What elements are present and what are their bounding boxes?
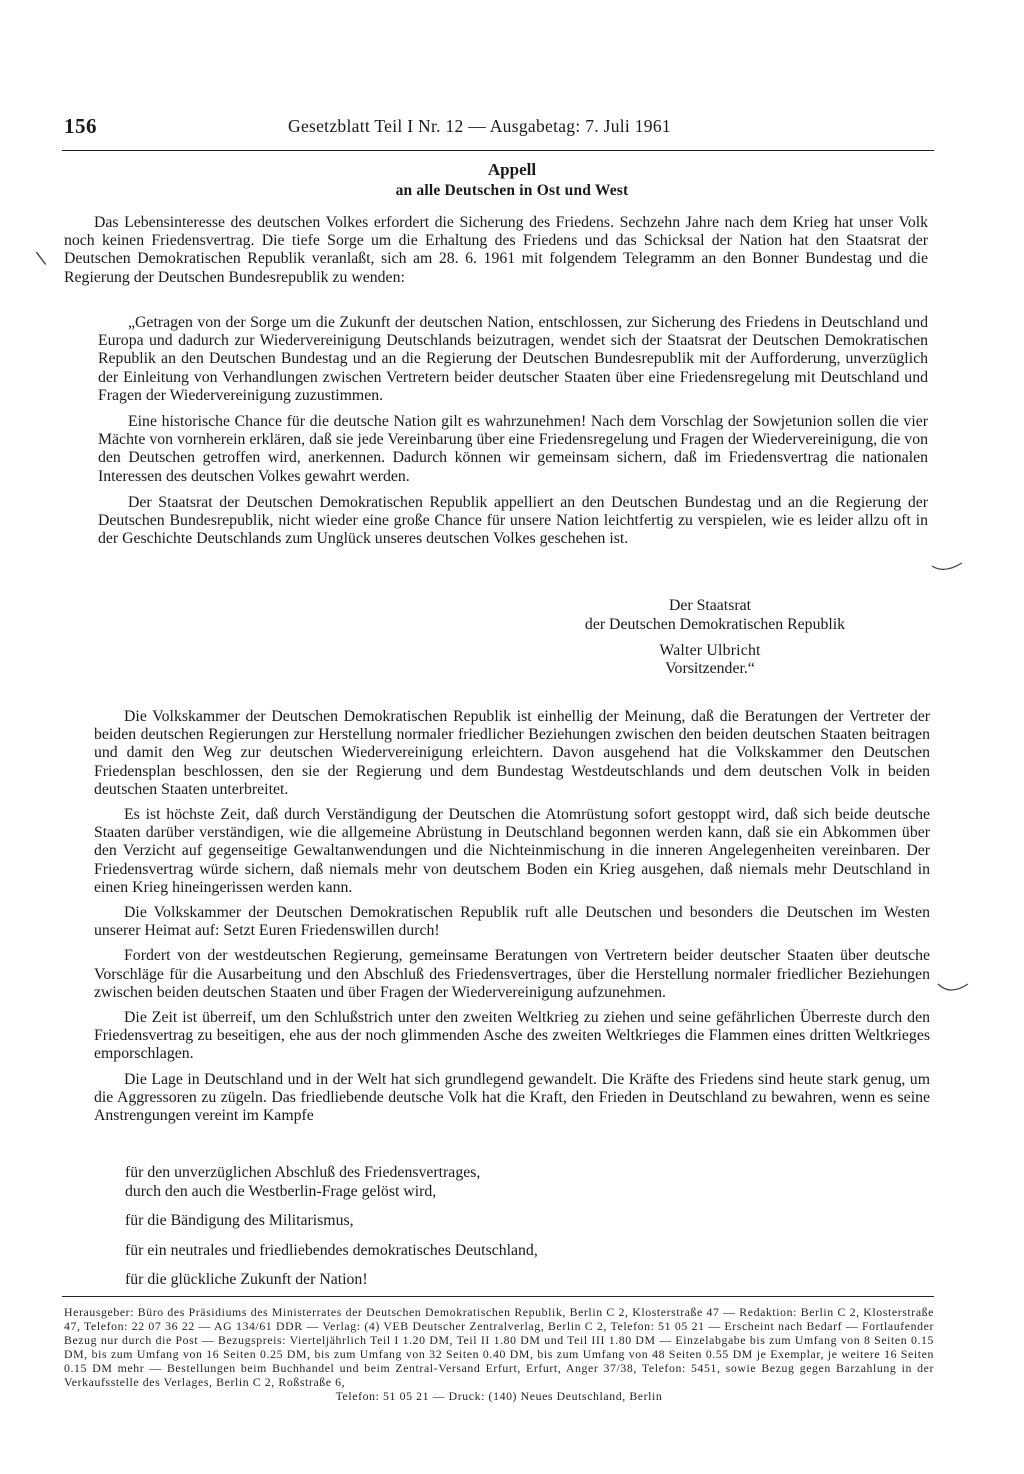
intro-block — [64, 214, 928, 287]
imprint-last-line: Telefon: 51 05 21 — Druck: (140) Neues Deutschland, Berlin — [335, 1389, 663, 1403]
body-paragraph: Die Volkskammer der Deutschen Demokratischen Republik ist einhellig der Meinung, daß die Beratungen der Vertreter der beiden deutschen Regierungen zur Herstellung normaler friedlicher Beziehungen zwischen den beiden deutschen Staaten beitragen und damit den Weg zur deutschen Wiedervereinigung erleichtern. Davon ausgehend hat die Volkskammer den Deutschen Friedensplan beschlossen, den sie der Regierung und dem Bundestag Westdeutschlands und dem deutschen Volk in beiden deutschen Staaten unterbreitet. — [94, 708, 930, 798]
body-paragraph: Fordert von der westdeutschen Regierung, gemeinsame Beratungen von Vertretern beider deutscher Staaten über deutsche Vorschläge für die Ausarbeitung und den Abschluß des Friedensvertrages, über die Herstellung normaler friedlicher Beziehungen zwischen beiden deutschen Staaten und über Fragen der Wiedervereinigung aufzunehmen. — [94, 947, 930, 1001]
demand-list — [125, 1164, 538, 1290]
quote-paragraph: „Getragen von der Sorge um die Zukunft der deutschen Nation, entschlossen, zur Sicherung des Friedens in Deutschland und Europa und dadurch zur Wiedervereinigung Deutschlands beizutragen, wendet sich der Staatsrat der Deutschen Demokratischen Republik an den Deutschen Bundestag und an die Regierung der Deutschen Bundesrepublik mit der Aufforderung, unverzüglich der Einleitung von Verhandlungen zwischen Vertretern beider deutscher Staaten über eine Friedensregelung mit Deutschland und Fragen der Wiedervereinigung zuzustimmen. — [98, 314, 928, 404]
left-margin-mark-icon: \ — [34, 247, 48, 270]
list-item: für die glückliche Zukunft der Nation! — [125, 1271, 368, 1288]
right-margin-mark-icon — [936, 980, 970, 996]
quote-paragraph: Der Staatsrat der Deutschen Demokratischen Republik appelliert an den Deutschen Bundestag und an die Regierung der Deutschen Bundesrepublik, nicht wieder eine große Chance für unsere Nation leichtfertig zu verspielen, wie es leider allzu oft in der Geschichte Deutschlands zum Unglück unseres deutschen Volkes geschehen ist. — [98, 493, 928, 548]
appeal-subtitle: an alle Deutschen in Ost und West — [395, 182, 629, 199]
intro-paragraph: Das Lebensinteresse des deutschen Volkes erfordert die Sicherung des Friedens. Sechzehn Jahre nach dem Krieg hat unser Volk noch keinen Friedensvertrag. Die tiefe Sorge um die Erhaltung des Friedens und das Schicksal der Nation hat den Staatsrat der Deutschen Demokratischen Republik veranlaßt, sich am 28. 6. 1961 mit folgendem Telegramm an den Bonner Bundestag und die Regierung der Deutschen Bundesrepublik zu wenden: — [64, 214, 928, 286]
right-margin-mark-icon — [930, 560, 964, 576]
list-item: für ein neutrales und friedliebendes demokratisches Deutschland, — [125, 1241, 538, 1259]
footer-rule — [62, 1296, 934, 1297]
gazette-header: Gesetzblatt Teil I Nr. 12 — Ausgabetag: 7. Juli 1961 — [288, 116, 671, 136]
list-item: durch den auch die Westberlin-Frage gelöst wird, — [125, 1182, 437, 1200]
imprint-text: Herausgeber: Büro des Präsidiums des Ministerrates der Deutschen Demokratischen Republik, Berlin C 2, Klosterstraße 47 — Redaktion: Berlin C 2, Klosterstraße 47, Telefon: 22 07 36 22 — AG 134/61 DDR — Verlag: (4) VEB Deutscher Zentralverlag, Berlin C 2, Telefon: 51 05 21 — Erscheint nach Bedarf — Fortlaufender Bezug nur durch die Post — Bezugspreis: Vierteljährlich Teil I 1.20 DM, Teil II 1.80 DM und Teil III 1.80 DM — Einzelabgabe bis zum Umfang von 8 Seiten 0.15 DM, bis zum Umfang von 16 Seiten 0.25 DM, bis zum Umfang von 32 Seiten 0.40 DM, bis zum Umfang von 48 Seiten 0.55 DM je Exemplar, je weitere 16 Seiten 0.15 DM mehr — Bestellungen beim Buchhandel und beim Zentral-Versand Erfurt, Erfurt, Anger 37/38, Telefon: 5451, sowie Bezug gegen Barzahlung in der Verkaufsstelle des Verlages, Berlin C 2, Roßstraße 6, — [64, 1305, 934, 1389]
signature-role: Vorsitzender.“ — [665, 660, 755, 677]
body-paragraph: Die Zeit ist überreif, um den Schlußstrich unter den zweiten Weltkrieg zu ziehen und seine gefährlichen Überreste durch den Friedensvertrag zu beseitigen, ehe aus der noch glimmenden Asche des zweiten Weltkrieges die Flammen eines dritten Weltkrieges emporschlagen. — [94, 1009, 930, 1063]
signature-line-2: der Deutschen Demokratischen Republik — [584, 616, 846, 633]
appeal-title: Appell — [487, 160, 537, 179]
imprint — [64, 1305, 934, 1403]
body-paragraph: Die Lage in Deutschland und in der Welt hat sich grundlegend gewandelt. Die Kräfte des Friedens sind heute stark genug, um die Aggressoren zu zügeln. Das friedliebende deutsche Volk hat die Kraft, den Frieden in Deutschland zu bewahren, wenn es seine Anstrengungen vereint im Kampfe — [94, 1070, 930, 1125]
signature-name: Walter Ulbricht — [659, 642, 761, 659]
quote-paragraph: Eine historische Chance für die deutsche Nation gilt es wahrzunehmen! Nach dem Vorschlag der Sowjetunion sollen die vier Mächte von vornherein erklären, daß sie jede Vereinbarung über eine Friedensregelung und Fragen der Wiedervereinigung, die von den Deutschen getroffen wird, anerkennen. Dadurch können wir gemeinsam sichern, daß im Friedensvertrag die nationalen Interessen des deutschen Volkes gewahrt werden. — [98, 413, 928, 485]
header-rule — [62, 150, 934, 151]
page-number: 156 — [64, 114, 97, 138]
body-paragraph: Die Volkskammer der Deutschen Demokratischen Republik ruft alle Deutschen und besonders die Deutschen im Westen unserer Heimat auf: Setzt Euren Friedenswillen durch! — [94, 904, 930, 940]
main-body — [94, 708, 930, 1125]
body-paragraph: Es ist höchste Zeit, daß durch Verständigung der Deutschen die Atomrüstung sofort gestoppt wird, daß sich beide deutsche Staaten darüber verständigen, wie die allgemeine Abrüstung in Deutschland begonnen werden kann, daß sie ein Abkommen über den Verzicht auf gegenseitige Gewaltanwendungen und die Nichteinmischung in die inneren Angelegenheiten vereinbaren. Der Friedensvertrag würde sichern, daß niemals mehr von deutschem Boden ein Krieg ausgehen, daß niemals mehr Deutschland in einen Krieg hineingerissen werden kann. — [94, 806, 930, 896]
telegram-quote — [98, 314, 928, 548]
list-item: für die Bändigung des Militarismus, — [125, 1212, 354, 1229]
signature-line-1: Der Staatsrat — [668, 597, 752, 614]
list-item: für den unverzüglichen Abschluß des Friedensvertrages, — [125, 1164, 481, 1181]
